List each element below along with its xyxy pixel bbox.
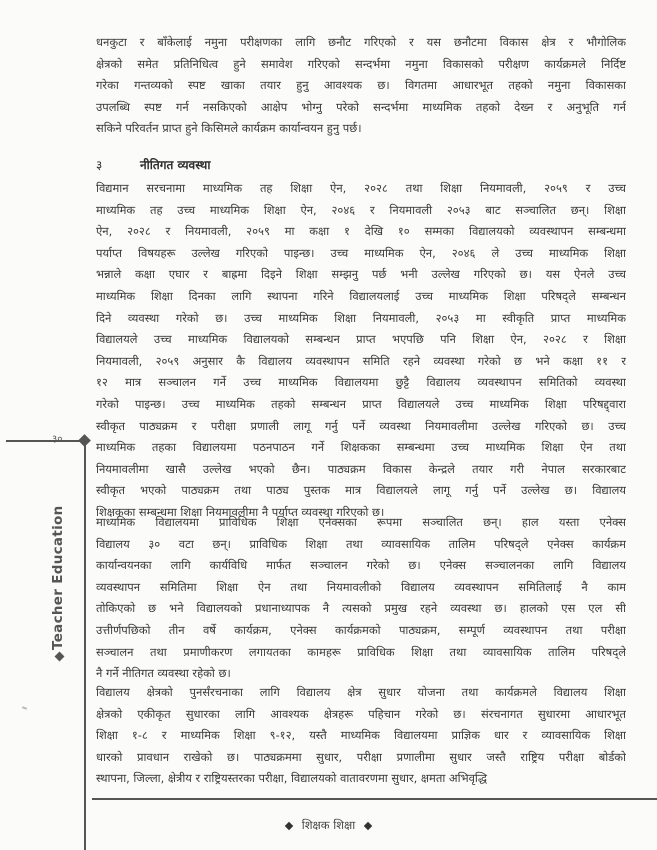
text-line: ऐन, २०२८ र नियमावली, २०५९ मा कक्षा १ देखि १० सम्मका विद्यालयको व्यवस्थापन सम्बन्धमा: [96, 224, 626, 239]
text-line: नियमावली, २०५९ अनुसार कै विद्यालय व्यवस्थापन समिति रहने व्यवस्था गरेको छ भने कक्षा ११ र: [96, 353, 626, 368]
paragraph-1: [96, 32, 626, 140]
section-number: ३: [96, 158, 103, 172]
text-line: स्वीकृत भएको पाठ्यक्रम तथा पाठ्य पुस्तक मात्र विद्यालयले लागू गर्नु पर्ने उल्लेख छ। विद्यालय: [96, 483, 626, 498]
text-line: विद्यमान सरचनामा माध्यमिक तह शिक्षा ऐन, २०२८ तथा शिक्षा नियमावली, २०५९ र उच्च: [96, 181, 626, 195]
text-line: माध्यमिक विद्यालयमा प्राविधिक शिक्षा एनेक्सका रूपमा सञ्चालित छन्। हाल यस्ता एनेक्स: [96, 515, 626, 529]
page-diamond-icon: [78, 434, 91, 447]
text-line: स्वीकृत पाठ्यक्रम र परीक्षा प्रणाली लागू गर्नु पर्ने व्यवस्था नियमावलीमा उल्लेख गरिएको छ। उच्च: [96, 418, 626, 433]
text-line: दिने व्यवस्था गरेको छ। उच्च माध्यमिक शिक्षा नियमावली, २०५३ मा स्वीकृति प्राप्त माध्यमिक: [96, 310, 626, 325]
text-line: शिक्षा १-८ र माध्यमिक शिक्षा ९-१२, यस्तै माध्यमिक विद्यालयमा प्राज्ञिक धार र व्यावसायिक शिक्षा: [96, 728, 626, 743]
text-line: उपलब्धि स्पष्ट गर्न नसकिएको आक्षेप भोग्नु परेको सन्दर्भमा माध्यमिक तहको देख्न र अनुभूति गर्न: [96, 99, 626, 114]
text-line: नियमावलीमा खासै उल्लेख भएको छैन। पाठ्यक्रम विकास केन्द्रले तयार गरी नेपाल सरकारबाट: [96, 461, 626, 476]
text-line: माध्यमिक तह उच्च माध्यमिक शिक्षा ऐन, २०४६ र नियमावली २०५३ बाट सञ्चालित छन्। शिक्षा: [96, 202, 626, 217]
stray-mark: [22, 706, 27, 710]
text-line: धारको प्रावधान राखेको छ। पाठ्यक्रममा सुधार, परीक्षा प्रणालीमा सुधार जस्तै राष्ट्रिय परीक्षा बोर्डको: [96, 749, 626, 764]
margin-vertical-rule: [84, 440, 86, 850]
text-line: तोकिएको छ भने विद्यालयको प्रधानाध्यापक नै त्यसको प्रमुख रहने व्यवस्था छ। हालको एस एल सी: [96, 601, 626, 616]
paragraph-4: [96, 682, 626, 790]
footer-rule: [92, 798, 657, 800]
text-line: व्यवस्थापन समितिमा शिक्षा ऐन तथा नियमावलीको विद्यालय व्यवस्थापन समितिलाई नै काम: [96, 579, 626, 594]
text-line: विद्यालय क्षेत्रको पुनर्संरचनाका लागि विद्यालय क्षेत्र सुधार योजना तथा कार्यक्रमले विद्यालय शिक्षा: [96, 685, 626, 699]
text-line: विद्यालय ३० वटा छन्। प्राविधिक शिक्षा तथा व्यावसायिक तालिम परिषद्ले एनेक्स कार्यक्रम: [96, 536, 626, 551]
text-line: धनकुटा र बाँकेलाई नमुना परीक्षणका लागि छनौट गरिएको र यस छनौटमा विकास क्षेत्र र भौगोलिक: [96, 35, 626, 49]
side-diamond-icon: [55, 652, 65, 662]
footer-title: शिक्षक शिक्षा: [301, 818, 356, 832]
text-line: क्षेत्रको समेत प्रतिनिधित्व हुने समावेश गरिएको सन्दर्भमा नमुना विकासको परीक्षण कार्यक्रमले निर्दिष्ट: [96, 56, 626, 71]
text-line: माध्यमिक तहका विद्यालयमा पठनपाठन गर्ने शिक्षकका सम्बन्धमा उच्च माध्यमिक शिक्षा ऐन तथा: [96, 440, 626, 455]
text-line: भन्नाले कक्षा एघार र बाह्रमा दिइने शिक्षा सम्झनु पर्छ भनी उल्लेख गरिएको छ। यस ऐनले उच्च: [96, 267, 626, 282]
margin-horizontal-rule: [6, 440, 86, 442]
footer-right-diamond-icon: [364, 821, 372, 829]
text-line: गरेका गन्तव्यको स्पष्ट खाका तयार हुनु आवश्यक छ। विगतमा आधारभूत तहको नमुना विकासका: [96, 78, 626, 93]
text-line: क्षेत्रको एकीकृत सुधारका लागि आवश्यक क्षेत्रहरू पहिचान गरेको छ। संरचनागत सुधारमा आधारभूत: [96, 706, 626, 721]
text-line: नै गर्ने नीतिगत व्यवस्था रहेको छ।: [96, 666, 231, 681]
text-line: उत्तीर्णपछिको तीन वर्षे कार्यक्रम, एनेक्स कार्यक्रमको पाठ्यक्रम, सम्पूर्ण व्यवस्थापन तथा परीक्षा: [96, 622, 626, 637]
footer-left-diamond-icon: [284, 821, 292, 829]
text-line: पर्याप्त विषयहरू उल्लेख गरिएको पाइन्छ। उच्च माध्यमिक ऐन, २०४६ ले उच्च माध्यमिक शिक्षा: [96, 245, 626, 260]
text-line: शिक्षकका सम्बन्धमा शिक्षा नियमावलीमा नै पर्याप्त व्यवस्था गरिएको छ।: [96, 504, 385, 519]
section-title: नीतिगत व्यवस्था: [140, 158, 211, 172]
text-line: गरेको पाइन्छ। उच्च माध्यमिक तहको सम्बन्धन प्राप्त विद्यालयले उच्च माध्यमिक शिक्षा परिषद्द्वारा: [96, 396, 626, 411]
text-line: विद्यालयले उच्च माध्यमिक विद्यालयको सम्बन्धन प्राप्त भएपछि पनि शिक्षा ऐन, २०२८ र शिक्षा: [96, 332, 626, 347]
side-title: Teacher Education: [50, 505, 66, 650]
footer: [0, 818, 657, 833]
text-line: स्थापना, जिल्ला, क्षेत्रीय र राष्ट्रियस्तरका परीक्षा, विद्यालयको वातावरणमा सुधार, क्षमता अभिवृद्धि: [96, 771, 487, 786]
paragraph-3: [96, 512, 626, 685]
page-number: ३०: [52, 434, 63, 445]
section-heading: [96, 156, 210, 173]
text-line: १२ मात्र सञ्चालन गर्ने उच्च माध्यमिक विद्यालयमा छुट्टै विद्यालय व्यवस्थापन समितिको व्यवस्था: [96, 375, 626, 390]
paragraph-2: [96, 178, 626, 524]
text-line: कार्यान्वयनका लागि कार्यविधि मार्फत सञ्चालन गरेको छ। एनेक्स सञ्चालनका लागि विद्यालय: [96, 558, 626, 573]
text-line: माध्यमिक शिक्षा दिनका लागि स्थापना गरिने विद्यालयलाई उच्च माध्यमिक शिक्षा परिषद्ले सम्बन्धन: [96, 288, 626, 303]
text-line: सकिने परिवर्तन प्राप्त हुने किसिमले कार्यक्रम कार्यान्वयन हुनु पर्छ।: [96, 121, 362, 136]
text-line: सञ्चालन तथा प्रमाणीकरण लगायतका कामहरू प्राविधिक शिक्षा तथा व्यावसायिक तालिम परिषद्ले: [96, 644, 626, 659]
